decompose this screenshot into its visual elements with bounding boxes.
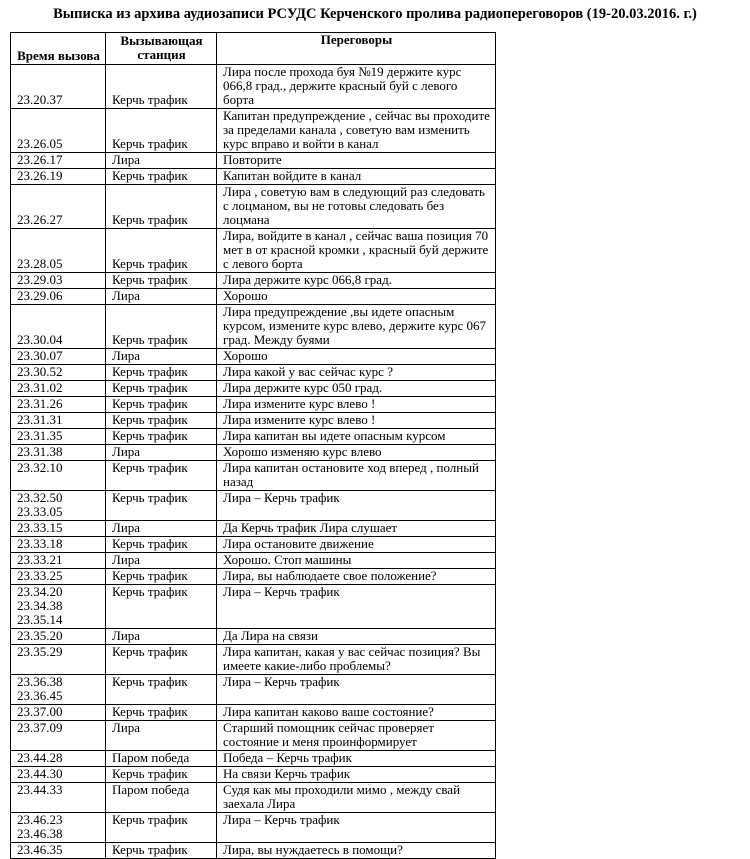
calling-station-cell: Керчь трафик (106, 109, 217, 153)
conversation-cell: Лира , советую вам в следующий раз следовать с лоцманом, вы не готовы следовать без лоцмана (217, 185, 496, 229)
table-row (11, 305, 496, 349)
calling-station-cell: Керчь трафик (106, 397, 217, 413)
calling-station-cell: Керчь трафик (106, 569, 217, 585)
call-time-value: 23.46.23 (17, 812, 63, 827)
conversation-cell: Хорошо. Стоп машины (217, 553, 496, 569)
call-time-cell (11, 675, 106, 705)
conversation-cell: Лира, войдите в канал , сейчас ваша позиция 70 мет в от красной кромки , красный буй держите с левого борта (217, 229, 496, 273)
calling-station-cell: Керчь трафик (106, 65, 217, 109)
call-time-cell (11, 153, 106, 169)
conversation-cell: Лира – Керчь трафик (217, 491, 496, 521)
conversation-cell: Лира капитан, какая у вас сейчас позиция? Вы имеете какие-либо проблемы? (217, 645, 496, 675)
calling-station-cell: Керчь трафик (106, 585, 217, 629)
call-time-cell (11, 645, 106, 675)
conversation-cell: Лира остановите движение (217, 537, 496, 553)
calling-station-cell: Керчь трафик (106, 491, 217, 521)
table-row (11, 185, 496, 229)
table-row (11, 273, 496, 289)
call-time-cell (11, 751, 106, 767)
conversation-cell: Лира предупреждение ,вы идете опасным курсом, измените курс влево, держите курс 067 град. Между буями (217, 305, 496, 349)
call-time-value: 23.33.18 (17, 536, 63, 551)
table-row (11, 229, 496, 273)
call-time-value: 23.33.05 (17, 504, 63, 519)
table-row (11, 645, 496, 675)
transcript-table (10, 32, 496, 859)
conversation-cell: Лира измените курс влево ! (217, 397, 496, 413)
call-time-cell (11, 721, 106, 751)
call-time-value: 23.36.38 (17, 674, 63, 689)
page-title: Выписка из архива аудиозаписи РСУДС Керченского пролива радиопереговоров (19-20.03.2016. г.) (53, 6, 697, 22)
table-row (11, 153, 496, 169)
table-row (11, 365, 496, 381)
table-row (11, 843, 496, 859)
conversation-cell: Лира капитан остановите ход вперед , полный назад (217, 461, 496, 491)
call-time-value: 23.30.52 (17, 364, 63, 379)
conversation-cell: На связи Керчь трафик (217, 767, 496, 783)
call-time-cell (11, 767, 106, 783)
conversation-cell: Победа – Керчь трафик (217, 751, 496, 767)
table-row (11, 553, 496, 569)
calling-station-cell: Керчь трафик (106, 273, 217, 289)
call-time-cell (11, 365, 106, 381)
calling-station-cell: Керчь трафик (106, 413, 217, 429)
calling-station-cell: Лира (106, 445, 217, 461)
call-time-value: 23.26.05 (17, 136, 63, 151)
call-time-cell (11, 65, 106, 109)
calling-station-cell: Керчь трафик (106, 169, 217, 185)
conversation-cell: Лира после прохода буя №19 держите курс 066,8 град., держите красный буй с левого борта (217, 65, 496, 109)
table-row (11, 751, 496, 767)
calling-station-cell: Лира (106, 521, 217, 537)
call-time-value: 23.33.15 (17, 520, 63, 535)
calling-station-cell: Паром победа (106, 783, 217, 813)
table-header (11, 33, 496, 65)
column-header-calling-station: Вызывающая станция (106, 33, 217, 65)
table-row (11, 521, 496, 537)
table-row (11, 109, 496, 153)
conversation-cell: Лира держите курс 050 град. (217, 381, 496, 397)
call-time-cell (11, 185, 106, 229)
calling-station-cell: Керчь трафик (106, 305, 217, 349)
table-header-row (11, 33, 496, 65)
call-time-cell (11, 229, 106, 273)
conversation-cell: Да Лира на связи (217, 629, 496, 645)
calling-station-cell: Лира (106, 289, 217, 305)
conversation-cell: Лира капитан каково ваше состояние? (217, 705, 496, 721)
calling-station-cell: Лира (106, 153, 217, 169)
calling-station-cell: Керчь трафик (106, 365, 217, 381)
calling-station-cell: Лира (106, 629, 217, 645)
call-time-value: 23.28.05 (17, 256, 63, 271)
conversation-cell: Капитан предупреждение , сейчас вы проходите за пределами канала , советую вам изменить курс вправо и войти в канал (217, 109, 496, 153)
transcript-table-body (11, 65, 496, 859)
conversation-cell: Да Керчь трафик Лира слушает (217, 521, 496, 537)
call-time-value: 23.33.21 (17, 552, 63, 567)
call-time-value: 23.20.37 (17, 92, 63, 107)
table-row (11, 289, 496, 305)
conversation-cell: Хорошо (217, 289, 496, 305)
call-time-value: 23.29.03 (17, 272, 63, 287)
table-row (11, 721, 496, 751)
call-time-value: 23.36.45 (17, 688, 63, 703)
call-time-cell (11, 491, 106, 521)
conversation-cell: Лира какой у вас сейчас курс ? (217, 365, 496, 381)
calling-station-cell: Лира (106, 349, 217, 365)
calling-station-cell: Керчь трафик (106, 537, 217, 553)
call-time-value: 23.26.19 (17, 168, 63, 183)
calling-station-cell: Керчь трафик (106, 185, 217, 229)
table-row (11, 629, 496, 645)
call-time-cell (11, 413, 106, 429)
column-header-call-time: Время вызова (11, 33, 106, 65)
call-time-cell (11, 461, 106, 491)
call-time-value: 23.33.25 (17, 568, 63, 583)
table-row (11, 461, 496, 491)
call-time-value: 23.29.06 (17, 288, 63, 303)
call-time-value: 23.30.04 (17, 332, 63, 347)
call-time-value: 23.37.00 (17, 704, 63, 719)
call-time-value: 23.31.26 (17, 396, 63, 411)
table-row (11, 537, 496, 553)
table-row (11, 585, 496, 629)
conversation-cell: Судя как мы проходили мимо , между свай заехала Лира (217, 783, 496, 813)
call-time-value: 23.35.14 (17, 612, 63, 627)
calling-station-cell: Керчь трафик (106, 767, 217, 783)
call-time-cell (11, 629, 106, 645)
table-row (11, 381, 496, 397)
calling-station-cell: Керчь трафик (106, 461, 217, 491)
call-time-value: 23.31.38 (17, 444, 63, 459)
conversation-cell: Лира капитан вы идете опасным курсом (217, 429, 496, 445)
call-time-value: 23.34.20 (17, 584, 63, 599)
call-time-value: 23.37.09 (17, 720, 63, 735)
call-time-cell (11, 169, 106, 185)
conversation-cell: Хорошо изменяю курс влево (217, 445, 496, 461)
conversation-cell: Повторите (217, 153, 496, 169)
table-row (11, 413, 496, 429)
call-time-value: 23.34.38 (17, 598, 63, 613)
call-time-cell (11, 109, 106, 153)
call-time-value: 23.31.35 (17, 428, 63, 443)
call-time-cell (11, 289, 106, 305)
call-time-value: 23.35.29 (17, 644, 63, 659)
call-time-cell (11, 553, 106, 569)
calling-station-cell: Керчь трафик (106, 843, 217, 859)
call-time-value: 23.30.07 (17, 348, 63, 363)
call-time-value: 23.26.17 (17, 152, 63, 167)
table-row (11, 705, 496, 721)
call-time-cell (11, 445, 106, 461)
call-time-cell (11, 273, 106, 289)
call-time-value: 23.44.33 (17, 782, 63, 797)
call-time-value: 23.31.31 (17, 412, 63, 427)
table-row (11, 349, 496, 365)
call-time-cell (11, 397, 106, 413)
table-row (11, 491, 496, 521)
call-time-cell (11, 705, 106, 721)
table-row (11, 445, 496, 461)
call-time-value: 23.32.10 (17, 460, 63, 475)
call-time-cell (11, 813, 106, 843)
calling-station-cell: Керчь трафик (106, 381, 217, 397)
call-time-cell (11, 521, 106, 537)
call-time-value: 23.26.27 (17, 212, 63, 227)
table-row (11, 169, 496, 185)
table-row (11, 65, 496, 109)
call-time-cell (11, 843, 106, 859)
conversation-cell: Лира – Керчь трафик (217, 675, 496, 705)
calling-station-cell: Лира (106, 721, 217, 751)
call-time-cell (11, 585, 106, 629)
call-time-value: 23.46.38 (17, 826, 63, 841)
calling-station-cell: Лира (106, 553, 217, 569)
call-time-value: 23.44.30 (17, 766, 63, 781)
conversation-cell: Лира – Керчь трафик (217, 813, 496, 843)
calling-station-cell: Керчь трафик (106, 429, 217, 445)
call-time-cell (11, 537, 106, 553)
calling-station-cell: Керчь трафик (106, 645, 217, 675)
conversation-cell: Капитан войдите в канал (217, 169, 496, 185)
call-time-cell (11, 429, 106, 445)
call-time-cell (11, 305, 106, 349)
table-row (11, 569, 496, 585)
table-row (11, 429, 496, 445)
conversation-cell: Лира держите курс 066,8 град. (217, 273, 496, 289)
table-row (11, 675, 496, 705)
conversation-cell: Старший помощник сейчас проверяет состояние и меня проинформирует (217, 721, 496, 751)
calling-station-cell: Керчь трафик (106, 705, 217, 721)
calling-station-cell: Керчь трафик (106, 813, 217, 843)
conversation-cell: Лира, вы нуждаетесь в помощи? (217, 843, 496, 859)
conversation-cell: Лира – Керчь трафик (217, 585, 496, 629)
call-time-cell (11, 783, 106, 813)
column-header-conversation: Переговоры (217, 33, 496, 65)
call-time-value: 23.44.28 (17, 750, 63, 765)
call-time-cell (11, 569, 106, 585)
conversation-cell: Лира, вы наблюдаете свое положение? (217, 569, 496, 585)
call-time-value: 23.32.50 (17, 490, 63, 505)
table-row (11, 767, 496, 783)
conversation-cell: Хорошо (217, 349, 496, 365)
call-time-value: 23.35.20 (17, 628, 63, 643)
calling-station-cell: Керчь трафик (106, 675, 217, 705)
table-row (11, 783, 496, 813)
calling-station-cell: Керчь трафик (106, 229, 217, 273)
table-row (11, 813, 496, 843)
table-row (11, 397, 496, 413)
calling-station-cell: Паром победа (106, 751, 217, 767)
call-time-value: 23.46.35 (17, 842, 63, 857)
conversation-cell: Лира измените курс влево ! (217, 413, 496, 429)
call-time-cell (11, 349, 106, 365)
call-time-cell (11, 381, 106, 397)
call-time-value: 23.31.02 (17, 380, 63, 395)
